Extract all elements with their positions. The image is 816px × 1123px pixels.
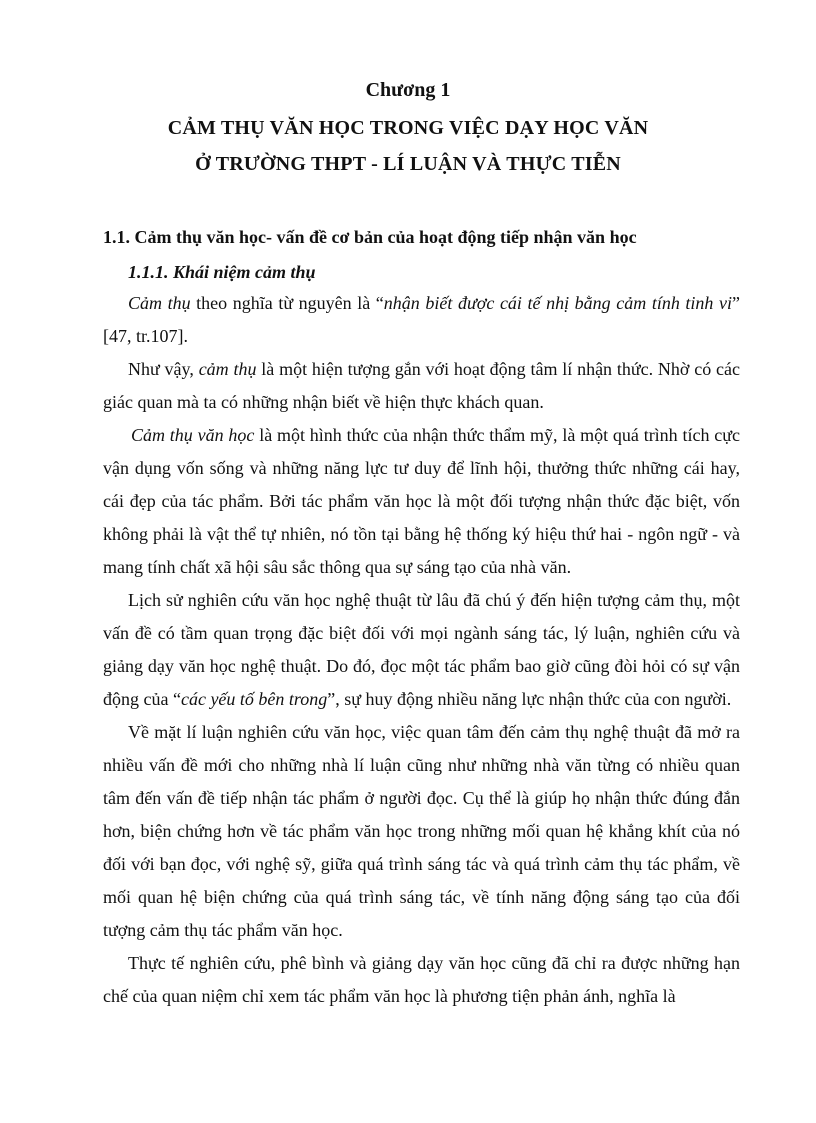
emphasis-term: Cảm thụ văn học [131,425,255,445]
paragraph-text: Thực tế nghiên cứu, phê bình và giảng dạy văn học cũng đã chỉ ra được những hạn chế của quan niệm chỉ xem tác phẩm văn học là phương tiện phản ánh, nghĩa là [103,953,740,1006]
paragraph-3 [103,419,740,584]
emphasis-quote: nhận biết được cái tế nhị bằng cảm tính tinh vi [383,293,732,313]
chapter-title-line-1: CẢM THỤ VĂN HỌC TRONG VIỆC DẠY HỌC VĂN [167,117,649,139]
citation: ” [47, tr.107]. [103,293,740,346]
subsection-heading: 1.1.1. Khái niệm cảm thụ [128,262,316,282]
emphasis-quote: các yếu tố bên trong [180,689,328,709]
paragraph-2 [103,353,740,419]
paragraph-text: theo nghĩa từ nguyên là “ [190,293,384,313]
section-heading: 1.1. Cảm thụ văn học- vấn đề cơ bản của hoạt động tiếp nhận văn học [103,227,637,247]
paragraph-text: ”, sự huy động nhiều năng lực nhận thức của con người. [327,689,732,709]
paragraph-text: Lịch sử nghiên cứu văn học nghệ thuật từ lâu đã chú ý đến hiện tượng cảm thụ, một vấn đề có tầm quan trọng đặc biệt đối với mọi ngành sáng tác, lý luận, nghiên cứu và giảng dạy văn học nghệ thuật. Do đó, đọc một tác phẩm bao giờ cũng đòi hỏi có sự vận động của “ [103,590,740,709]
paragraph-text: Như vậy, [128,359,199,379]
paragraph-1 [103,287,740,353]
emphasis-term: cảm thụ [198,359,257,379]
emphasis-term: Cảm thụ [128,293,191,313]
chapter-title-line-2: Ở TRƯỜNG THPT - LÍ LUẬN VÀ THỰC TIỄN [195,153,621,175]
paragraph-text: là một hiện tượng gắn với hoạt động tâm lí nhận thức. Nhờ có các giác quan mà ta có những nhận biết về hiện thực khách quan. [103,359,740,412]
chapter-label: Chương 1 [365,79,451,101]
paragraph-text: là một hình thức của nhận thức thẩm mỹ, là một quá trình tích cực vận dụng vốn sống và những năng lực tư duy để lĩnh hội, thưởng thức những cái hay, cái đẹp của tác phẩm. Bởi tác phẩm văn học là một đối tượng nhận thức đặc biệt, vốn không phải là vật thể tự nhiên, nó tồn tại bằng hệ thống ký hiệu thứ hai - ngôn ngữ - và mang tính chất xã hội sâu sắc thông qua sự sáng tạo của nhà văn. [103,425,741,577]
paragraph-text: Về mặt lí luận nghiên cứu văn học, việc quan tâm đến cảm thụ nghệ thuật đã mở ra nhiều vấn đề mới cho những nhà lí luận cũng như những nhà văn từng có nhiều quan tâm đến vấn đề tiếp nhận tác phẩm ở người đọc. Cụ thể là giúp họ nhận thức đúng đắn hơn, biện chứng hơn về tác phẩm văn học trong những mối quan hệ khắng khít của nó đối với bạn đọc, với nghệ sỹ, giữa quá trình sáng tác và quá trình cảm thụ tác phẩm, về mối quan hệ biện chứng của quá trình sáng tác, về tính năng động sáng tạo của đối tượng cảm thụ tác phẩm văn học. [103,722,740,940]
paragraph-5 [103,716,740,947]
paragraph-6 [103,947,740,1013]
paragraph-4 [103,584,740,716]
body-text [103,287,740,1013]
